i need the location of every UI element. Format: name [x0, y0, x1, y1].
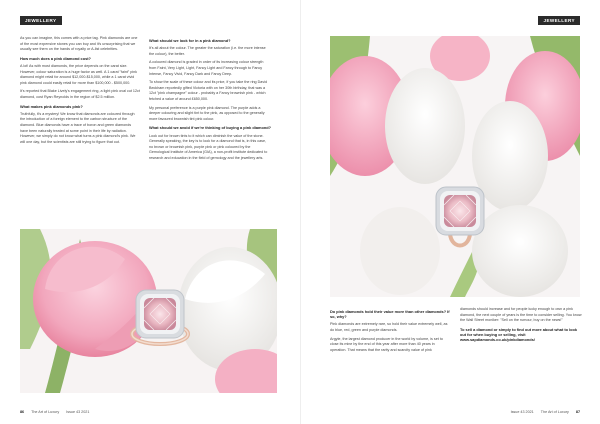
magazine-name: The Art of Luxury: [31, 410, 60, 414]
paragraph: As you can imagine, this comes with a price tag. Pink diamonds are one of the most expensive stones you can buy and it's unsurprising that we usually see them on the hands of royalty or A-list celebrities.: [20, 36, 138, 52]
left-footer: [20, 410, 95, 414]
paragraph: It's all about the colour. The greater the saturation (i.e. the more intense the colour), the better.: [149, 46, 266, 56]
subheading: What should we avoid if we're thinking of buying a pink diamond?: [149, 125, 271, 131]
issue-label: Issue 43 2021: [510, 410, 534, 414]
paragraph: A lot! As with most diamonds, the price depends on the carat size. However, colour saturation is a huge factor as well. A 1 carat "faint" pink diamond might retail for around $12,000-$15,000, while a 1 carat vivid pink diamond could easily retail for more than $100,000 - $500,000.: [20, 63, 137, 85]
paragraph: It's reported that Blake Lively's engagement ring, a light pink oval cut 12ct diamond, cost Ryan Reynolds in the region of $2.5 million.: [20, 89, 140, 99]
ring-photo-with-white-tulips: [330, 36, 580, 297]
section-tag: JEWELLERY: [20, 16, 62, 25]
page-number: 87: [575, 410, 580, 414]
paragraph: Look out for brown tints to it which can diminish the value of the stone. Generally speaking, the key is to look for a diamond that is, in this case, no brown or brownish pink, purple pink or pink coloured by the Gemological Institute of America (GIA), a non-profit institute dedicated to research and education in the field of gemology and the jewellery arts.: [149, 133, 268, 160]
magazine-name: The Art of Luxury: [540, 410, 569, 414]
right-page: [300, 0, 600, 424]
paragraph: A coloured diamond is graded in order of its increasing colour strength from Faint, Very Light, Light, Fancy Light and Fancy through to Fancy Intense, Fancy Vivid, Fancy Dark and Fancy Deep.: [149, 60, 264, 76]
subheading: To sell a diamond or simply to find out more about what to look out for when buying or selling, visit www.sapdiamonds.co.uk/pinkdiamonds/: [460, 326, 578, 343]
paragraph: Truthfully, it's a mystery! We know that diamonds are coloured through the introduction of a foreign element to the carbon structure of the diamond. Blue diamonds have a trace of boron and green diamonds have been naturally treated at some point in their life by radiation. However, we simply do not know what turns a pink diamond's pink. We will one day, but the scientists are still trying to figure that out.: [20, 111, 136, 144]
subheading: How much does a pink diamond cost?: [20, 55, 91, 61]
paragraph: To show the scale of these colour and its price, if you take the ring David Beckham reportedly gifted Victoria with on her 30th birthday, that was a 12ct "pink champagne" colour - probably a Fancy brownish pink - which fetched a value of around £650,000.: [149, 80, 268, 101]
paragraph: Argyle, the largest diamond producer in the world by volume, is set to close its mine by the end of this year after more than 40 years in operation. That means that the rarity and scarcity value of pink: [330, 336, 443, 352]
issue-label: Issue 43 2021: [66, 410, 90, 414]
ring-photo-with-pink-tulips: [20, 229, 277, 393]
paragraph: My personal preference is a purple pink diamond. The purple adds a deeper colouring and slight tint to the pink, as opposed to the generally more favoured brownish tint pink colour.: [149, 105, 265, 121]
right-footer: [505, 410, 580, 414]
text-column-2: [149, 36, 271, 165]
tulip-ring-illustration: [330, 36, 580, 297]
section-tag: JEWELLERY: [538, 16, 580, 25]
text-column-4: [460, 307, 582, 345]
paragraph: Pink diamonds are extremely rare, so hold their value extremely well, as do blue, red, green and purple diamonds.: [330, 322, 448, 332]
subheading: Do pink diamonds hold their value more than other diamonds? If so, why?: [330, 309, 450, 320]
text-column-1: [20, 36, 140, 148]
subheading: What should we look for in a pink diamond?: [149, 38, 231, 43]
text-column-3: [330, 307, 452, 356]
tulip-ring-illustration: [20, 229, 277, 393]
paragraph: diamonds should increase and for people lucky enough to own a pink diamond, the next couple of years is the time to consider selling. You know the Wall Street moniker: "Sell on the rumour, buy on the news!": [460, 307, 582, 323]
page-number: 86: [20, 410, 25, 414]
subheading: What makes pink diamonds pink?: [20, 103, 83, 109]
